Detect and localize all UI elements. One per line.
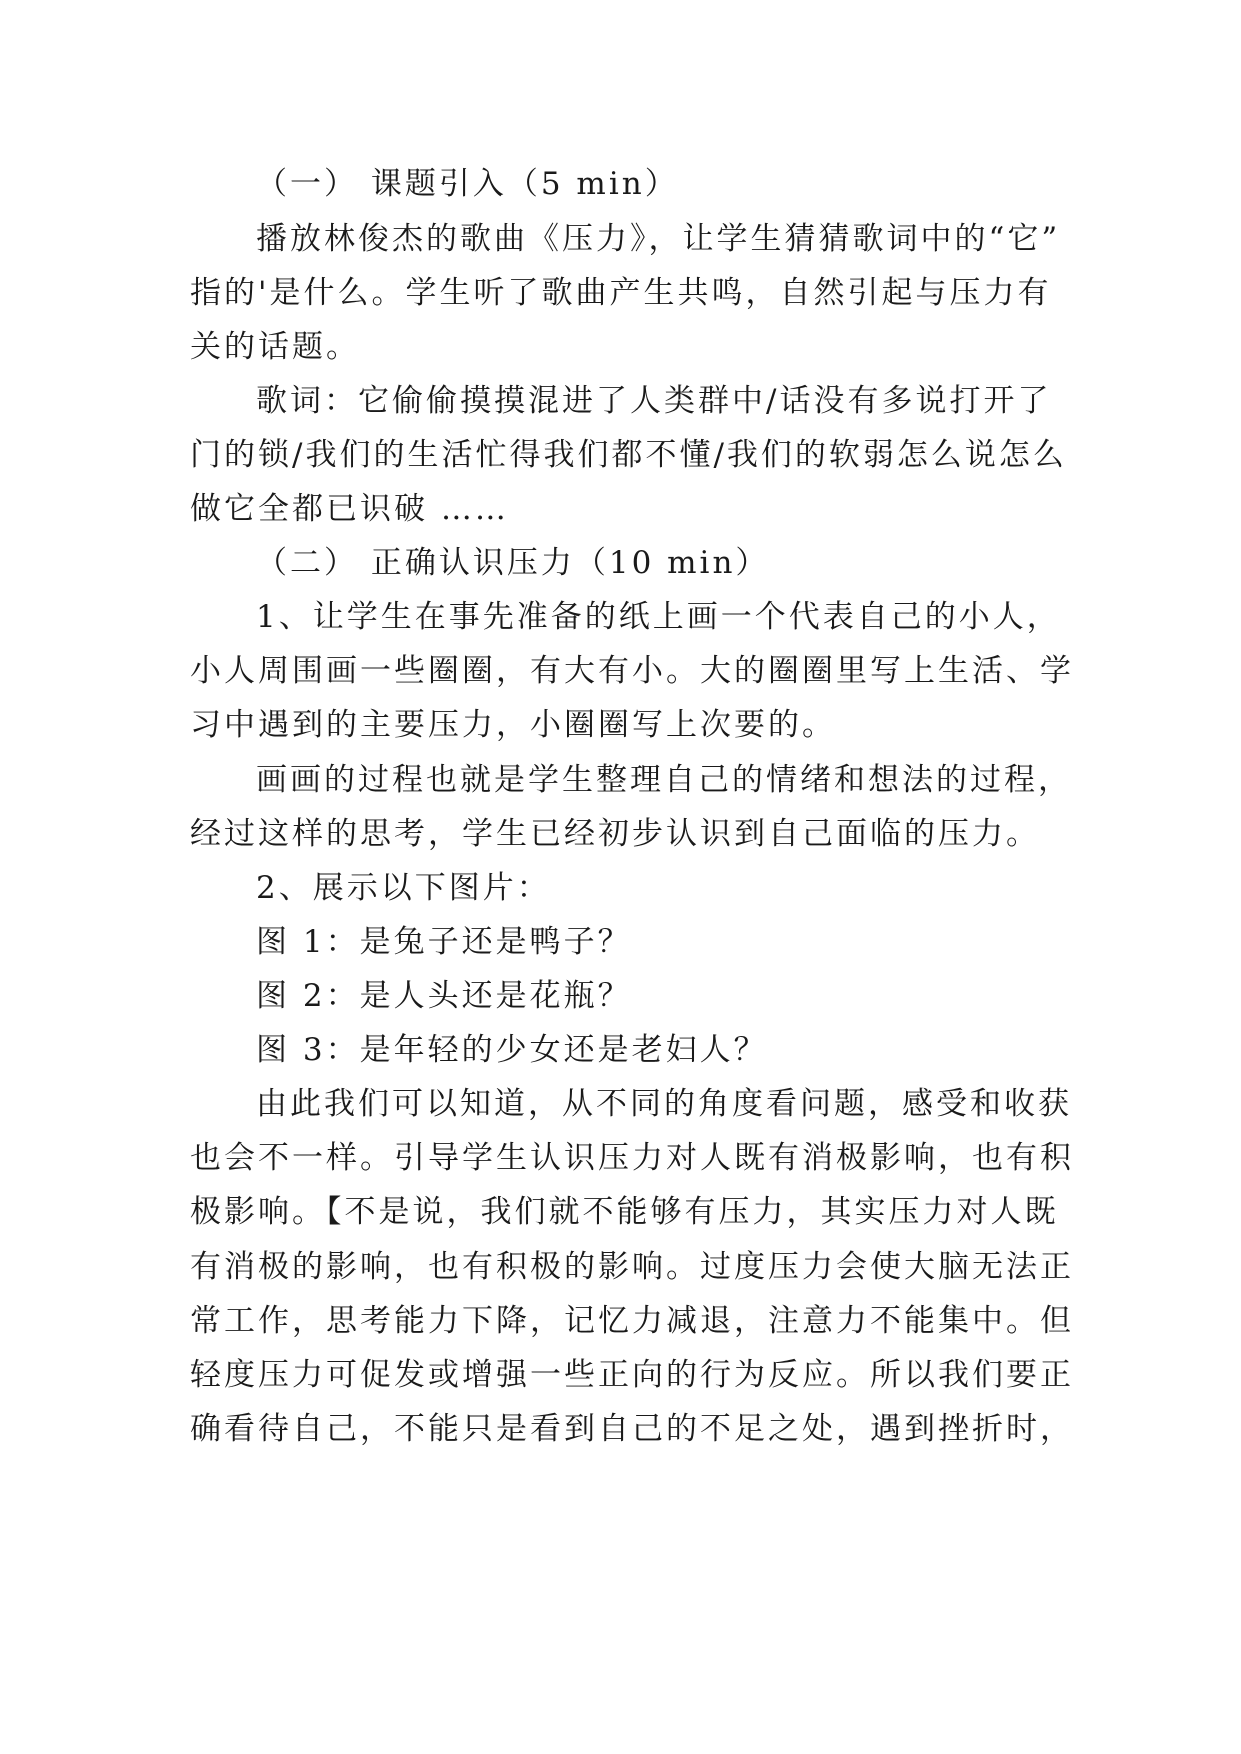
- paragraph-line: 门的锁/我们的生活忙得我们都不懂/我们的软弱怎么说怎么: [190, 437, 1067, 473]
- paragraph-line: 小人周围画一些圈圈，有大有小。大的圈圈里写上生活、学: [190, 653, 1074, 689]
- paragraph-line: 习中遇到的主要压力，小圈圈写上次要的。: [190, 707, 836, 743]
- paragraph-line: 播放林俊杰的歌曲《压力》，让学生猜猜歌词中的“它”: [256, 221, 1061, 257]
- section-heading-1: （一） 课题引入（5 min）: [256, 166, 679, 202]
- paragraph-line: 常工作，思考能力下降，记忆力减退，注意力不能集中。但: [190, 1303, 1074, 1339]
- paragraph-line: 画画的过程也就是学生整理自己的情绪和想法的过程，: [256, 762, 1072, 798]
- paragraph-line: 也会不一样。引导学生认识压力对人既有消极影响，也有积: [190, 1140, 1074, 1176]
- paragraph-line: 指的'是什么。学生听了歌曲产生共鸣，自然引起与压力有: [190, 275, 1052, 311]
- paragraph-line: 歌词：它偷偷摸摸混进了人类群中/话没有多说打开了: [256, 383, 1052, 419]
- paragraph-line: 轻度压力可促发或增强一些正向的行为反应。所以我们要正: [190, 1357, 1074, 1393]
- paragraph-line: 极影响。【不是说，我们就不能够有压力，其实压力对人既: [190, 1194, 1059, 1230]
- paragraph-line: 图 3：是年轻的少女还是老妇人？: [256, 1032, 768, 1068]
- paragraph-line: 图 1：是兔子还是鸭子？: [256, 924, 632, 960]
- paragraph-line: 由此我们可以知道，从不同的角度看问题，感受和收获: [256, 1086, 1072, 1122]
- paragraph-line: 图 2：是人头还是花瓶？: [256, 978, 632, 1014]
- paragraph-line: 关的话题。: [190, 329, 360, 365]
- paragraph-line: 有消极的影响，也有积极的影响。过度压力会使大脑无法正: [190, 1249, 1074, 1285]
- paragraph-line: 做它全都已识破 ……: [190, 491, 509, 527]
- section-heading-2: （二） 正确认识压力（10 min）: [256, 545, 770, 581]
- paragraph-line: 1、让学生在事先准备的纸上画一个代表自己的小人，: [256, 599, 1061, 635]
- paragraph-line: 确看待自己，不能只是看到自己的不足之处，遇到挫折时，: [190, 1411, 1074, 1447]
- paragraph-line: 2、展示以下图片：: [256, 870, 551, 906]
- paragraph-line: 经过这样的思考，学生已经初步认识到自己面临的压力。: [190, 816, 1040, 852]
